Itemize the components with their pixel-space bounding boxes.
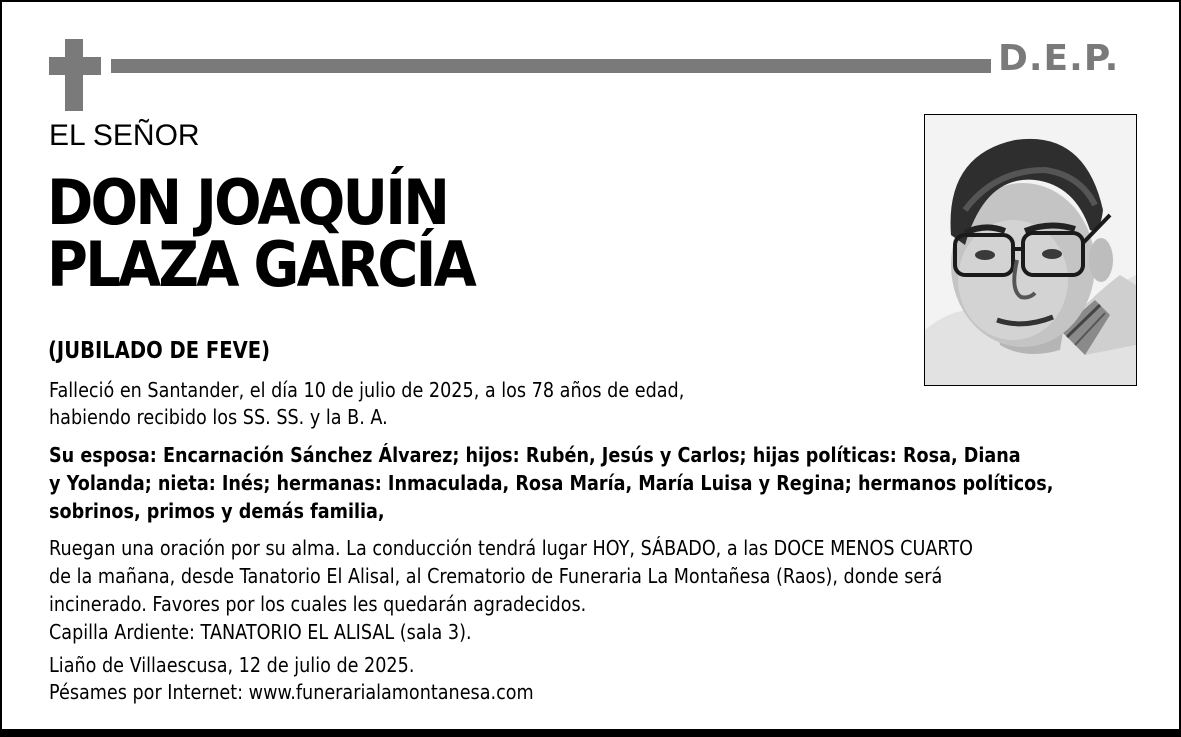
service-details — [49, 534, 973, 646]
closing-info — [49, 652, 534, 706]
name-line-1: DON JOAQUÍN — [47, 166, 448, 239]
header-rule — [111, 59, 991, 73]
death-line-2: habiendo recibido los SS. SS. y la B. A. — [49, 405, 388, 429]
portrait-image — [925, 115, 1136, 385]
name-line-2: PLAZA GARCÍA — [47, 228, 475, 301]
family-line-1: Su esposa: Encarnación Sánchez Álvarez; hijos: Rubén, Jesús y Carlos; hijas políticas: Rosa, Diana — [49, 443, 1021, 467]
death-line-1: Falleció en Santander, el día 10 de julio de 2025, a los 78 años de edad, — [49, 378, 685, 402]
family-line-2: y Yolanda; nieta: Inés; hermanas: Inmaculada, Rosa María, María Luisa y Regina; hermanos políticos, — [49, 471, 1054, 495]
deceased-name — [47, 166, 475, 301]
family-list — [49, 441, 1053, 525]
dep-label: D.E.P. — [998, 38, 1120, 79]
profession: (JUBILADO DE FEVE) — [48, 338, 271, 364]
intro-title: EL SEÑOR — [49, 119, 200, 152]
service-line-3: incinerado. Favores por los cuales les quedarán agradecidos. — [49, 592, 587, 616]
cross-icon — [65, 39, 83, 111]
death-announcement — [49, 377, 684, 431]
cross-icon-bar — [49, 57, 101, 75]
service-line-2: de la mañana, desde Tanatorio El Alisal, al Crematorio de Funeraria La Montañesa (Raos), donde será — [49, 564, 943, 588]
service-line-1: Ruegan una oración por su alma. La conducción tendrá lugar HOY, SÁBADO, a las DOCE MENOS CUARTO — [49, 536, 973, 560]
portrait-photo — [924, 114, 1137, 386]
family-line-3: sobrinos, primos y demás familia, — [49, 499, 385, 523]
service-line-4: Capilla Ardiente: TANATORIO EL ALISAL (sala 3). — [49, 620, 472, 644]
place-date: Liaño de Villaescusa, 12 de julio de 2025. — [49, 653, 415, 677]
condolences-link[interactable]: Pésames por Internet: www.funerarialamontanesa.com — [49, 680, 534, 704]
